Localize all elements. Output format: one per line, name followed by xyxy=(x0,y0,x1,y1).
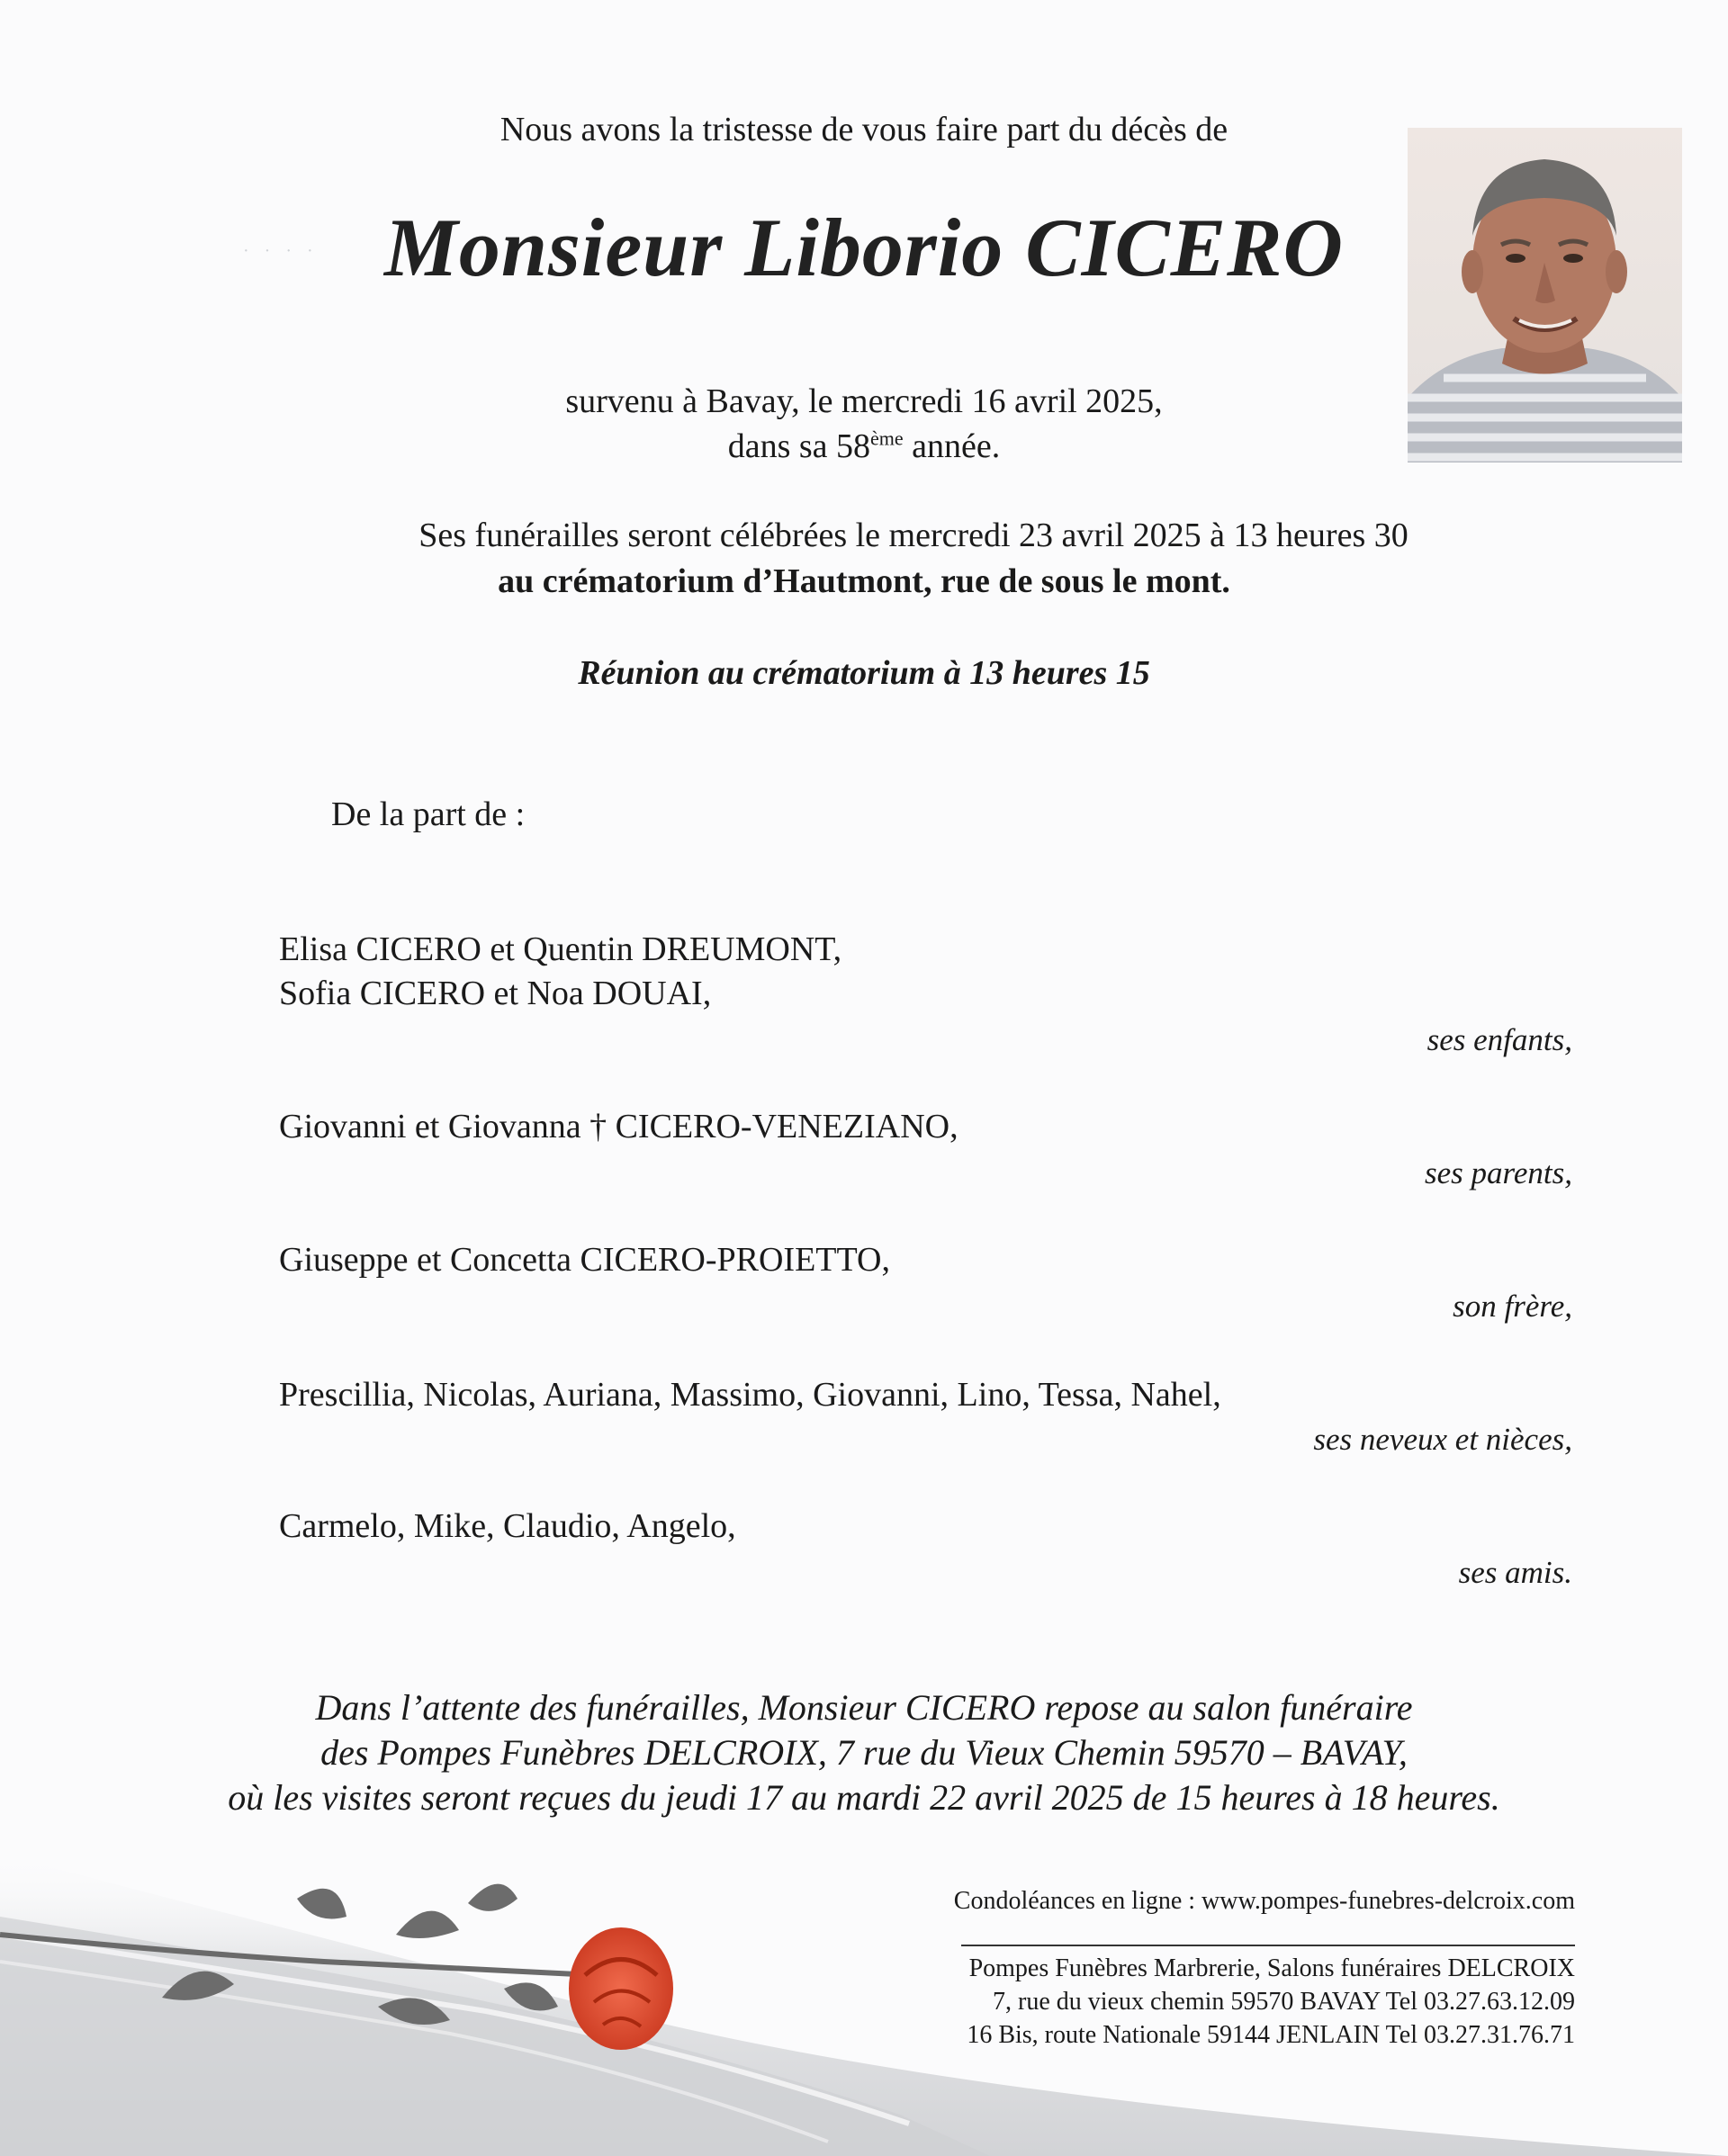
background-texture: · · · · xyxy=(243,241,319,261)
family-line: Giuseppe et Concetta CICERO-PROIETTO, xyxy=(279,1241,890,1279)
family-line: Sofia CICERO et Noa DOUAI, xyxy=(279,975,712,1012)
repose-line: où les visites seront reçues du jeudi 17 au mardi 22 avril 2025 de 15 heures à 18 heures. xyxy=(228,1777,1500,1818)
reunion-line: Réunion au crématorium à 13 heures 15 xyxy=(578,654,1150,692)
address-line: 16 Bis, route Nationale 59144 JENLAIN Tel 03.27.31.76.71 xyxy=(967,2021,1575,2049)
age-superscript: ème xyxy=(870,427,904,450)
family-line: Elisa CICERO et Quentin DREUMONT, xyxy=(279,930,842,968)
deceased-name: Monsieur Liborio CICERO xyxy=(384,202,1344,293)
intro-line: Nous avons la tristesse de vous faire part du décès de xyxy=(500,111,1228,148)
family-role: ses neveux et nièces, xyxy=(1313,1422,1572,1457)
funeral-date-line: Ses funérailles seront célébrées le mercredi 23 avril 2025 à 13 heures 30 xyxy=(418,517,1408,554)
company-name: Pompes Funèbres Marbrerie, Salons funéraires DELCROIX xyxy=(968,1954,1575,1982)
repose-line: des Pompes Funèbres DELCROIX, 7 rue du Vieux Chemin 59570 – BAVAY, xyxy=(320,1732,1408,1773)
funeral-place-line: au crématorium d’Hautmont, rue de sous le mont. xyxy=(498,562,1230,600)
family-role: son frère, xyxy=(1453,1289,1572,1324)
family-role: ses amis. xyxy=(1458,1555,1572,1590)
from-label: De la part de : xyxy=(331,795,526,833)
family-line: Prescillia, Nicolas, Auriana, Massimo, Giovanni, Lino, Tessa, Nahel, xyxy=(279,1376,1221,1414)
repose-line: Dans l’attente des funérailles, Monsieur CICERO repose au salon funéraire xyxy=(315,1687,1413,1728)
portrait-photo xyxy=(1408,128,1682,463)
family-role: ses enfants, xyxy=(1426,1022,1572,1057)
family-line: Carmelo, Mike, Claudio, Angelo, xyxy=(279,1507,736,1545)
address-line: 7, rue du vieux chemin 59570 BAVAY Tel 03.27.63.12.09 xyxy=(993,1988,1575,2016)
death-date-line: survenu à Bavay, le mercredi 16 avril 2025, xyxy=(565,382,1163,420)
sea-rose-decoration xyxy=(0,1818,1728,2156)
age-prefix: dans sa 58 xyxy=(727,427,871,465)
portrait-illustration xyxy=(1408,128,1682,463)
family-line: Giovanni et Giovanna † CICERO-VENEZIANO, xyxy=(279,1108,958,1145)
condolences-link[interactable]: Condoléances en ligne : www.pompes-funebres-delcroix.com xyxy=(953,1887,1575,1915)
age-suffix: année. xyxy=(903,427,1001,465)
family-role: ses parents, xyxy=(1425,1155,1572,1190)
footer-divider xyxy=(961,1945,1575,1946)
